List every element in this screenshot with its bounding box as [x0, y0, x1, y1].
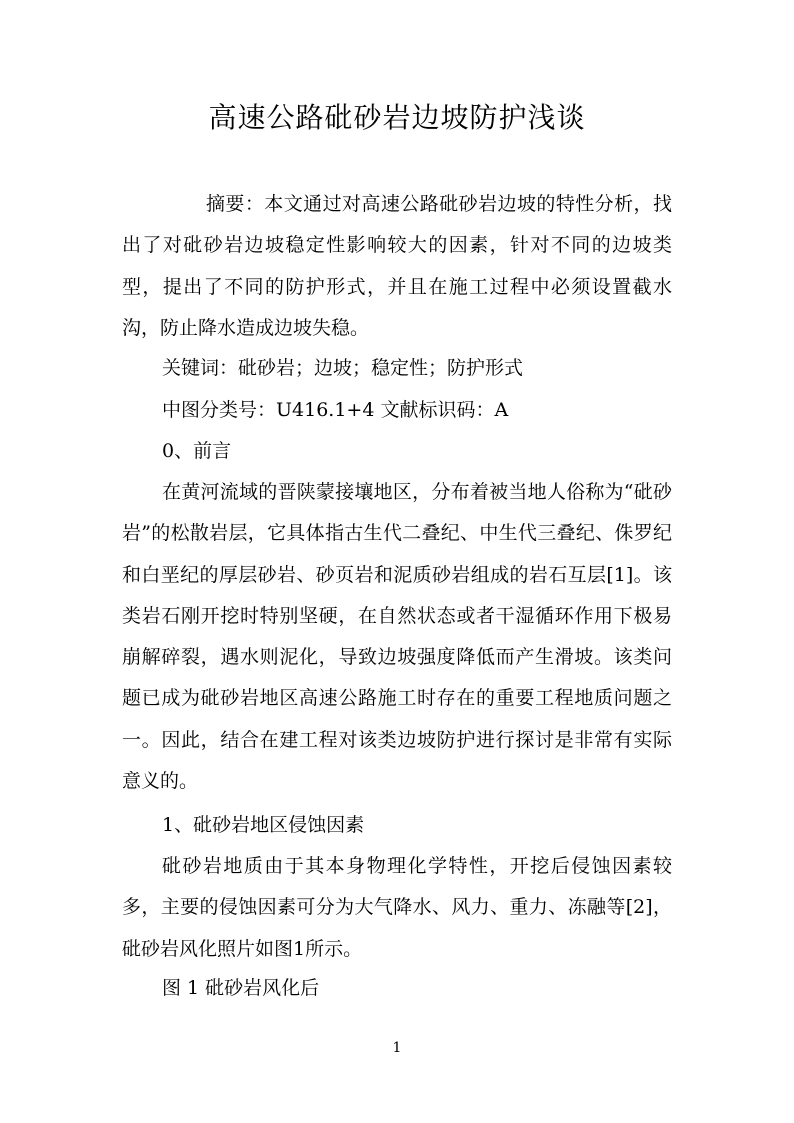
abstract-paragraph: 摘要：本文通过对高速公路砒砂岩边坡的特性分析，找出了对砒砂岩边坡稳定性影响较大的因素，针对不同的边坡类型，提出了不同的防护形式，并且在施工过程中必须设置截水沟，防止降水造成边坡失稳。: [122, 193, 672, 339]
classification-line: 中图分类号：U416.1+4 文献标识码：A: [162, 399, 509, 421]
section-1-paragraph: 砒砂岩地质由于其本身物理化学特性，开挖后侵蚀因素较多，主要的侵蚀因素可分为大气降水、风力、重力、冻融等[2]，砒砂岩风化照片如图1所示。: [122, 855, 672, 960]
section-0-paragraph: 在黄河流域的晋陕蒙接壤地区，分布着被当地人俗称为“砒砂岩”的松散岩层，它具体指古生代二叠纪、中生代三叠纪、侏罗纪和白垩纪的厚层砂岩、砂页岩和泥质砂岩组成的岩石互层[1]。该类岩石刚开挖时特别坚硬，在自然状态或者干湿循环作用下极易崩解碎裂，遇水则泥化，导致边坡强度降低而产生滑坡。该类问题已成为砒砂岩地区高速公路施工时存在的重要工程地质问题之一。因此，结合在建工程对该类边坡防护进行探讨是非常有实际意义的。: [122, 481, 672, 793]
section-1-heading: 1、砒砂岩地区侵蚀因素: [162, 814, 365, 836]
keywords-line: 关键词：砒砂岩；边坡；稳定性；防护形式: [162, 357, 524, 379]
section-0-heading: 0、前言: [162, 440, 232, 462]
page-number: 1: [392, 1040, 402, 1056]
document-title: 高速公路砒砂岩边坡防护浅谈: [208, 101, 586, 134]
figure-caption: 图 1 砒砂岩风化后: [162, 977, 320, 999]
